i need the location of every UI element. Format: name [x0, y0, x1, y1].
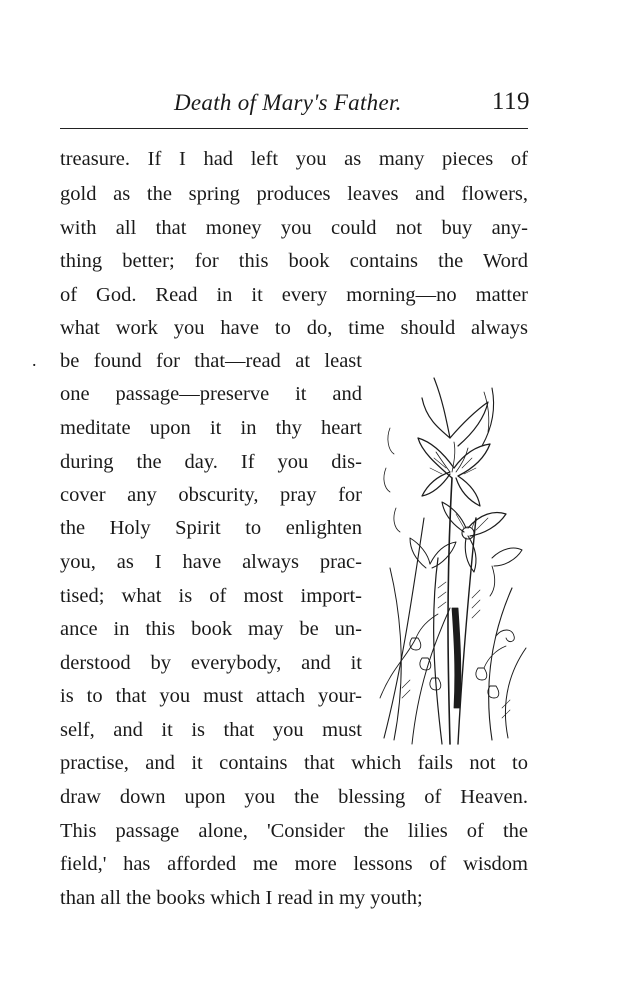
- header-rule: [60, 128, 528, 129]
- body-line: meditate upon it in thy heart: [60, 417, 362, 439]
- body-line: one passage—preserve it and: [60, 383, 362, 405]
- body-line: treasure. If I had left you as many pieces of: [60, 148, 528, 170]
- body-line: draw down upon you the blessing of Heaven.: [60, 786, 528, 808]
- page-number: 119: [491, 88, 530, 115]
- body-line: practise, and it contains that which fails not to: [60, 752, 528, 774]
- body-line: gold as the spring produces leaves and flowers,: [60, 183, 528, 205]
- body-line: tised; what is of most import-: [60, 585, 362, 607]
- body-line: what work you have to do, time should always: [60, 317, 528, 339]
- lily-and-narcissus-engraving-icon: [372, 368, 528, 746]
- body-line: of God. Read in it every morning—no matter: [60, 284, 528, 306]
- body-line: cover any obscurity, pray for: [60, 484, 362, 506]
- body-line: field,' has afforded me more lessons of wisdom: [60, 853, 528, 875]
- body-line: be found for that—read at least: [60, 350, 362, 372]
- body-line: the Holy Spirit to enlighten: [60, 517, 362, 539]
- body-line: you, as I have always prac-: [60, 551, 362, 573]
- body-line: during the day. If you dis-: [60, 451, 362, 473]
- running-title: Death of Mary's Father.: [174, 90, 402, 115]
- body-line: ance in this book may be un-: [60, 618, 362, 640]
- body-line: thing better; for this book contains the Word: [60, 250, 528, 272]
- body-line: derstood by everybody, and it: [60, 652, 362, 674]
- margin-mark: .: [32, 350, 37, 370]
- body-line: than all the books which I read in my youth;: [60, 887, 423, 909]
- running-header: [60, 86, 530, 122]
- body-line: with all that money you could not buy any-: [60, 217, 528, 239]
- body-line: is to that you must attach your-: [60, 685, 362, 707]
- body-line: self, and it is that you must: [60, 719, 362, 741]
- body-line: This passage alone, 'Consider the lilies of the: [60, 820, 528, 842]
